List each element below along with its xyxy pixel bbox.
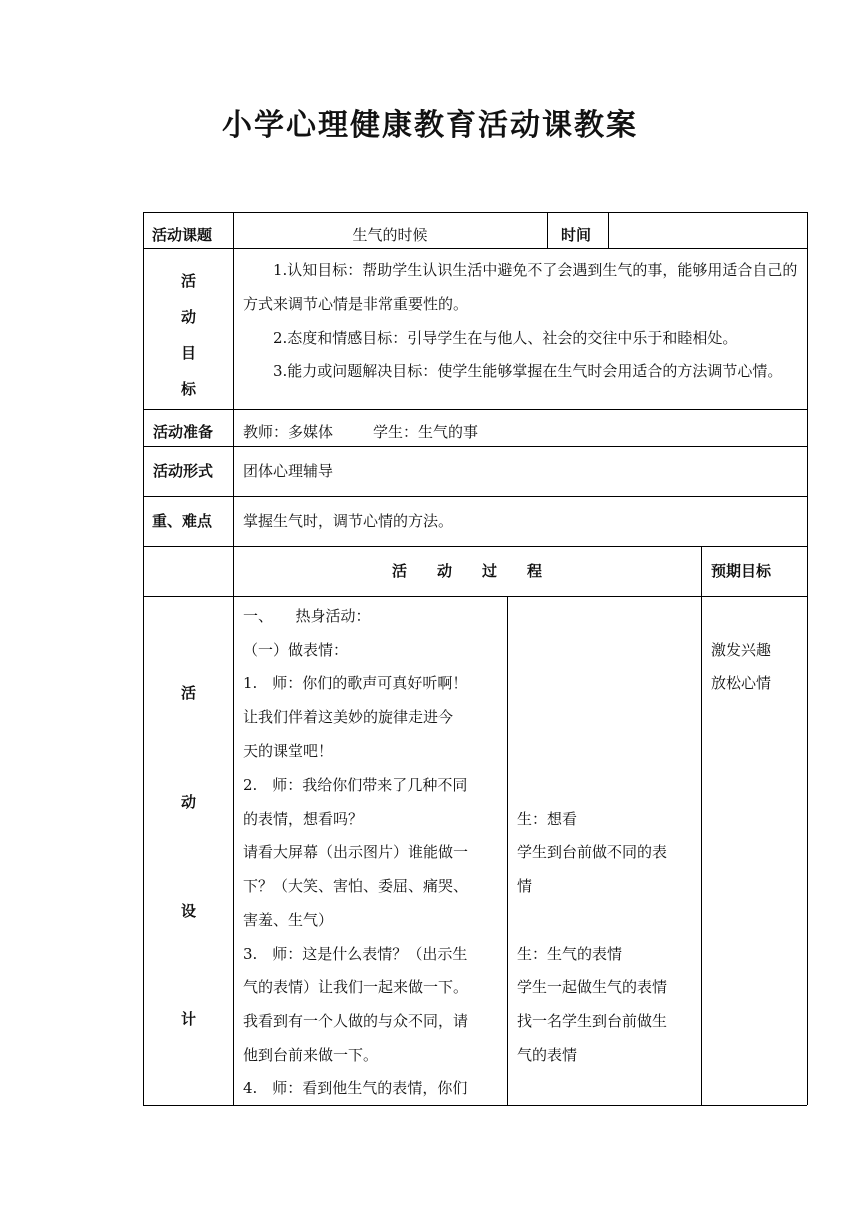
process-line: 4. 师：看到他生气的表情，你们 xyxy=(243,1079,468,1097)
process-line: 3. 师：这是什么表情？（出示生 xyxy=(243,945,468,963)
student-response-line: 气的表情 xyxy=(517,1046,578,1064)
key-value: 掌握生气时，调节心情的方法。 xyxy=(243,512,454,530)
process-line: 他到台前来做一下。 xyxy=(243,1046,379,1064)
student-response-line: 情 xyxy=(517,877,533,895)
table-line xyxy=(233,212,234,1105)
expected-header: 预期目标 xyxy=(711,562,772,580)
design-label-char: 活 xyxy=(181,684,197,702)
time-label: 时间 xyxy=(561,226,592,244)
goals-label-char: 目 xyxy=(181,344,197,362)
goals-label-char: 动 xyxy=(181,308,197,326)
process-line: 1. 师：你们的歌声可真好听啊！ xyxy=(243,674,468,692)
process-line: 我看到有一个人做的与众不同，请 xyxy=(243,1012,469,1030)
table-line xyxy=(701,546,702,1105)
process-line: 气的表情）让我们一起来做一下。 xyxy=(243,978,469,996)
table-line xyxy=(143,409,807,410)
process-line: 让我们伴着这美妙的旋律走进今 xyxy=(243,708,454,726)
topic-value: 生气的时候 xyxy=(352,226,428,244)
prep-teacher: 教师：多媒体 xyxy=(243,423,334,441)
process-line: 2. 师：我给你们带来了几种不同 xyxy=(243,776,468,794)
table-line xyxy=(143,248,807,249)
student-response-line: 学生到台前做不同的表 xyxy=(517,843,668,861)
expected-goal-line: 放松心情 xyxy=(711,674,772,692)
table-line xyxy=(143,212,144,1105)
goal-item: 3.能力或问题解决目标：使学生能够掌握在生气时会用适合的方法调节心情。 xyxy=(273,362,783,380)
process-line: 请看大屏幕（出示图片）谁能做一 xyxy=(243,843,469,861)
process-header: 活 动 过 程 xyxy=(391,562,542,580)
table-line xyxy=(507,596,508,1105)
key-label: 重、难点 xyxy=(152,512,213,530)
prep-student: 学生：生气的事 xyxy=(373,423,479,441)
expected-goal-line: 激发兴趣 xyxy=(711,641,772,659)
document-title: 小学心理健康教育活动课教案 xyxy=(222,108,638,143)
form-label: 活动形式 xyxy=(153,462,214,480)
process-line: 天的课堂吧！ xyxy=(243,742,334,760)
goal-item: 1.认知目标：帮助学生认识生活中避免不了会遇到生气的事，能够用适合自己的方式来调节心情是非常重要性的。 xyxy=(243,261,798,313)
goal-item: 2.态度和情感目标：引导学生在与他人、社会的交往中乐于和睦相处。 xyxy=(273,329,738,347)
process-line: 下？（大笑、害怕、委屈、痛哭、 xyxy=(243,877,469,895)
student-response-line: 学生一起做生气的表情 xyxy=(517,978,668,996)
table-line xyxy=(143,546,807,547)
form-value: 团体心理辅导 xyxy=(243,462,334,480)
table-line xyxy=(608,212,609,248)
process-line: 一、 热身活动： xyxy=(243,607,371,625)
process-line: 的表情，想看吗？ xyxy=(243,810,364,828)
design-label-char: 计 xyxy=(181,1010,197,1028)
design-label-char: 动 xyxy=(181,793,197,811)
prep-label: 活动准备 xyxy=(153,423,214,441)
lesson-plan-table xyxy=(143,212,807,1105)
table-line xyxy=(143,596,807,597)
table-line xyxy=(143,1105,807,1106)
student-response-line: 生：生气的表情 xyxy=(517,945,623,963)
table-line xyxy=(143,446,807,447)
student-response-line: 生：想看 xyxy=(517,810,578,828)
goals-label-char: 活 xyxy=(181,272,197,290)
table-line xyxy=(143,212,807,213)
topic-label: 活动课题 xyxy=(152,226,213,244)
table-line xyxy=(807,212,808,1105)
goals-label-char: 标 xyxy=(181,380,197,398)
design-label-char: 设 xyxy=(181,902,197,920)
table-line xyxy=(143,496,807,497)
student-response-line: 找一名学生到台前做生 xyxy=(517,1012,668,1030)
process-line: 害羞、生气） xyxy=(243,911,334,929)
table-line xyxy=(547,212,548,248)
process-line: （一）做表情： xyxy=(243,641,349,659)
